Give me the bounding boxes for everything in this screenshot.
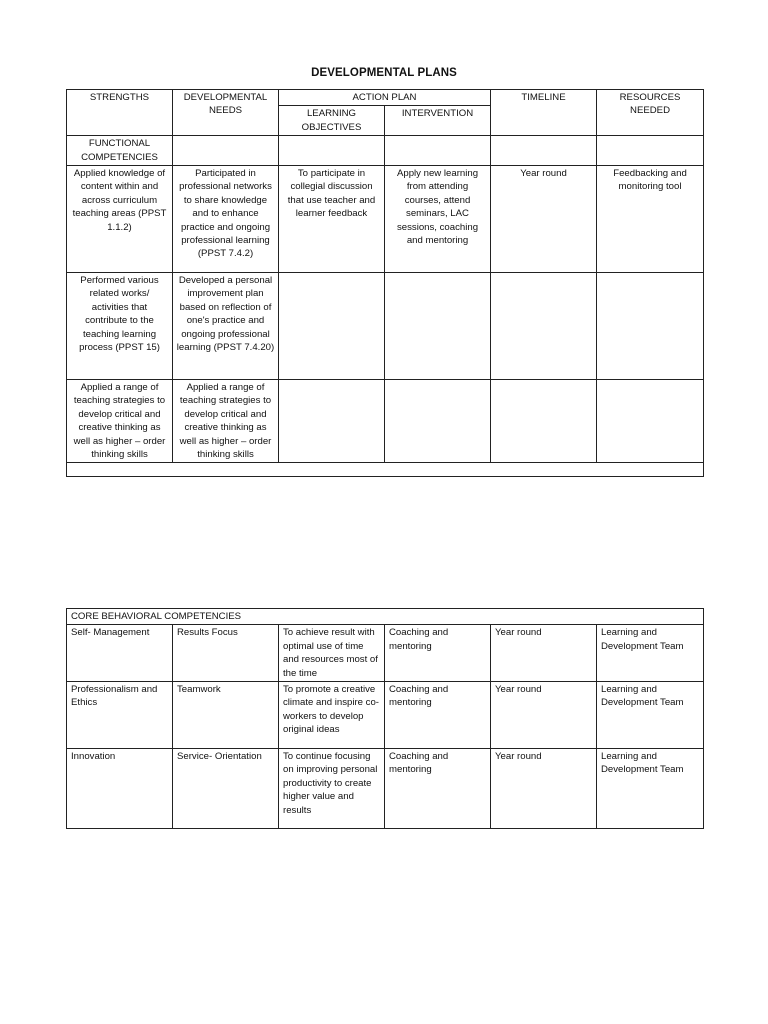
header-learning-objectives: LEARNING OBJECTIVES [279, 106, 385, 136]
table-row [67, 380, 704, 463]
header-intervention: INTERVENTION [385, 106, 491, 136]
empty-row [67, 463, 704, 477]
timeline-cell: Year round [491, 625, 597, 682]
section-row [67, 136, 704, 166]
empty-cell [279, 136, 385, 166]
resources-cell: Feedbacking and monitoring tool [597, 166, 704, 273]
objective-cell [279, 380, 385, 463]
section-row [67, 609, 704, 625]
header-timeline: TIMELINE [491, 90, 597, 136]
need-cell: Participated in professional networks to share knowledge and to enhance practice and ongoing professional learning (PPST 7.4.2) [173, 166, 279, 273]
resources-cell: Learning and Development Team [597, 749, 704, 829]
empty-cell [597, 136, 704, 166]
section-label-functional: FUNCTIONAL COMPETENCIES [67, 136, 173, 166]
intervention-cell: Coaching and mentoring [385, 625, 491, 682]
intervention-cell: Coaching and mentoring [385, 749, 491, 829]
header-row [67, 90, 704, 106]
need-cell: Applied a range of teaching strategies to develop critical and creative thinking as well as higher – order thinking skills [173, 380, 279, 463]
strength-cell: Applied knowledge of content within and across curriculum teaching areas (PPST 1.1.2) [67, 166, 173, 273]
empty-cell [491, 136, 597, 166]
section-label-core-behavioral: CORE BEHAVIORAL COMPETENCIES [67, 609, 704, 625]
timeline-cell: Year round [491, 166, 597, 273]
intervention-cell [385, 273, 491, 380]
need-cell: Teamwork [173, 682, 279, 749]
table-row [67, 682, 704, 749]
strength-cell: Performed various related works/ activities that contribute to the teaching learning process (PPST 15) [67, 273, 173, 380]
intervention-cell: Coaching and mentoring [385, 682, 491, 749]
objective-cell: To continue focusing on improving personal productivity to create higher value and results [279, 749, 385, 829]
resources-cell: Learning and Development Team [597, 682, 704, 749]
objective-cell [279, 273, 385, 380]
timeline-cell: Year round [491, 682, 597, 749]
header-action-plan: ACTION PLAN [279, 90, 491, 106]
strength-cell: Applied a range of teaching strategies to develop critical and creative thinking as well as higher – order thinking skills [67, 380, 173, 463]
timeline-cell: Year round [491, 749, 597, 829]
table-row [67, 273, 704, 380]
table-row [67, 166, 704, 273]
header-resources-needed: RESOURCES NEEDED [597, 90, 704, 136]
need-cell: Results Focus [173, 625, 279, 682]
strength-cell: Self- Management [67, 625, 173, 682]
objective-cell: To achieve result with optimal use of time and resources most of the time [279, 625, 385, 682]
header-strengths: STRENGTHS [67, 90, 173, 136]
resources-cell: Learning and Development Team [597, 625, 704, 682]
need-cell: Developed a personal improvement plan based on reflection of one's practice and ongoing professional learning (PPST 7.4.20) [173, 273, 279, 380]
functional-competencies-table [66, 89, 704, 477]
objective-cell: To promote a creative climate and inspire co- workers to develop original ideas [279, 682, 385, 749]
intervention-cell: Apply new learning from attending courses, attend seminars, LAC sessions, coaching and mentoring [385, 166, 491, 273]
resources-cell [597, 273, 704, 380]
timeline-cell [491, 273, 597, 380]
strength-cell: Professionalism and Ethics [67, 682, 173, 749]
empty-cell [67, 463, 704, 477]
need-cell: Service- Orientation [173, 749, 279, 829]
empty-cell [385, 136, 491, 166]
strength-cell: Innovation [67, 749, 173, 829]
resources-cell [597, 380, 704, 463]
table-row [67, 625, 704, 682]
empty-cell [173, 136, 279, 166]
objective-cell: To participate in collegial discussion that use teacher and learner feedback [279, 166, 385, 273]
timeline-cell [491, 380, 597, 463]
table-row [67, 749, 704, 829]
page-title: DEVELOPMENTAL PLANS [311, 67, 457, 79]
header-developmental-needs: DEVELOPMENTAL NEEDS [173, 90, 279, 136]
intervention-cell [385, 380, 491, 463]
core-behavioral-competencies-table [66, 608, 704, 829]
